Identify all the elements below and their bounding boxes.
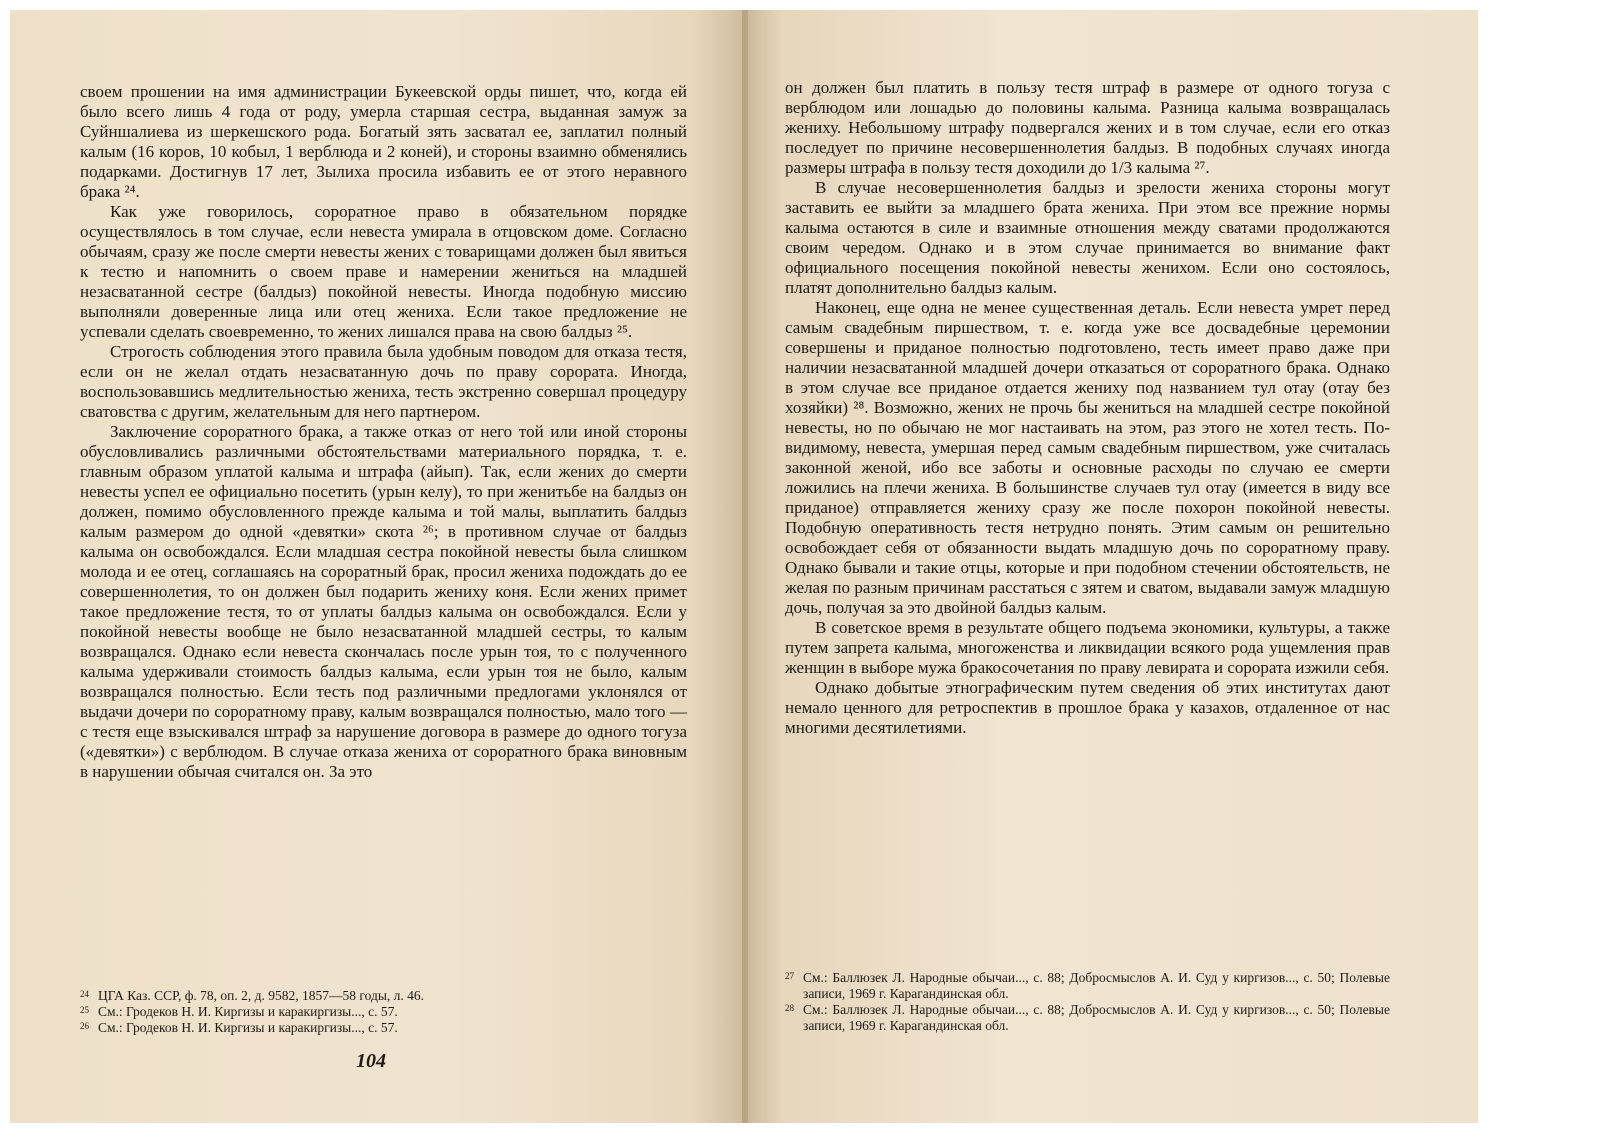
footnote-text: ЦГА Каз. ССР, ф. 78, оп. 2, д. 9582, 1857—58 годы, л. 46. — [98, 988, 425, 1003]
footnote-text: См.: Баллюзек Л. Народные обычаи..., с. 88; Добросмыслов А. И. Суд у киргизов..., с. 50; Полевые записи, 1969 г. Карагандинская обл. — [803, 1002, 1390, 1033]
paragraph: он должен был платить в пользу тестя штраф в размере от одного тогуза с верблюдом или лошадью до половины калыма. Разница калыма возвращалась жениху. Небольшому штрафу подвергался жених и в том случае, если его отказ последует по причине несовершеннолетия балдыз. В подобных случаях иногда размеры штрафа в пользу тестя доходили до 1/3 калыма ²⁷. — [785, 78, 1390, 177]
footnote — [80, 1004, 600, 1020]
left-page-body — [80, 82, 687, 782]
paragraph: Заключение сороратного брака, а также отказ от него той или иной стороны обусловливались различными обстоятельствами материального порядка, т. е. главным образом уплатой калыма и штрафа (айып). Так, если жених до смерти невесты успел ее официально посетить (урын келу), то при женитьбе на балдыз он должен, помимо обусловленного прежде калыма и той малы, выплатить балдыз калым размером до одной «девятки» скота ²⁶; в противном случае от балдыз калыма он освобождался. Если младшая сестра покойной невесты была слишком молода и ее отец, соглашаясь на сороратный брак, просил жениха подождать до ее совершеннолетия, то он должен был подарить жениху коня. Если жених примет такое предложение тестя, то от уплаты балдыз калыма он освобождался. Если у покойной невесты вообще не было незасватанной младшей сестры, то калым возвращался. Однако если невеста скончалась после урын тоя, то с полученного калыма удерживали стоимость балдыз калыма, если урын тоя не было, калым возвращался полностью. Если тесть под различными предлогами уклонялся от выдачи дочери по сороратному праву, калым возвращался полностью, мало того — с тестя еще взыскивался штраф за нарушение договора в размере до одного тогуза («девятки») с верблюдом. В случае отказа жениха от сороратного брака виновным в нарушении обычая считался он. За это — [80, 422, 687, 781]
footnote-number: 26 — [80, 1021, 89, 1031]
paragraph: Как уже говорилось, сороратное право в обязательном порядке осуществлялось в том случае, если невеста умирала в отцовском доме. Согласно обычаям, сразу же после смерти невесты жених с товарищами должен был явиться к тестю и напомнить о своем праве и намерении жениться на младшей незасватанной сестре (балдыз) покойной невесты. Иногда подобную миссию выполняли доверенные лица или отец жениха. Если такое предложение не успевали сделать своевременно, то жених лишался права на свою балдыз ²⁵. — [80, 202, 687, 341]
right-page — [745, 10, 1478, 1123]
paragraph: В советское время в результате общего подъема экономики, культуры, а также путем запрета калыма, многоженства и ликвидации всякого рода ущемления прав женщин в выборе мужа бракосочетания по праву левирата и сорората изжили себя. — [785, 618, 1390, 677]
paragraph: Наконец, еще одна не менее существенная деталь. Если невеста умрет перед самым свадебным пиршеством, т. е. когда уже все досвадебные церемонии совершены и приданое полностью подготовлено, тесть имеет право даже при наличии незасватанной младшей дочери отказаться от сороратного брака. Однако в этом случае все приданое отдается жениху под названием тул отау (отау без хозяйки) ²⁸. Возможно, жених не прочь бы жениться на младшей сестре покойной невесты, но по обычаю не мог настаивать на этом, раз этого не хотел тесть. По-видимому, невеста, умершая перед самым свадебным пиршеством, уже считалась законной женой, ибо все заботы и основные расходы по случаю ее смерти ложились на плечи жениха. В большинстве случаев тул отау (имеется в виду все приданое) отправляется жениху сразу же после похорон покойной невесты. Подобную оперативность тестя нетрудно понять. Этим самым он решительно освобождает себя от обязанности выдать младшую дочь по сороратному праву. Однако бывали и такие отцы, которые и при подобном стечении обстоятельств, не желая по разным причинам расстаться с зятем и сватом, выдавали замуж младшую дочь, получая за это двойной балдыз калым. — [785, 298, 1390, 617]
paragraph: своем прошении на имя администрации Букеевской орды пишет, что, когда ей было всего лишь 4 года от роду, умерла старшая сестра, выданная замуж за Суйншалиева из шеркешского рода. Богатый зять засватал ее, заплатил полный калым (16 коров, 10 кобыл, 1 верблюда и 2 коней), и стороны взаимно обменялись подарками. Достигнув 17 лет, Зылиха просила избавить ее от этого неравного брака ²⁴. — [80, 82, 687, 201]
footnote-text: См.: Гродеков Н. И. Киргизы и каракиргизы..., с. 57. — [98, 1004, 398, 1019]
right-page-body — [785, 78, 1390, 738]
footnote — [785, 1002, 1390, 1034]
left-footnotes — [80, 988, 600, 1036]
footnote — [80, 1020, 600, 1036]
footnote-number: 24 — [80, 989, 89, 999]
paragraph: Строгость соблюдения этого правила была удобным поводом для отказа тестя, если он не желал отдать незасватанную дочь по праву сорората. Иногда, воспользовавшись медлительностью жениха, тесть экстренно совершал процедуру сватовства с другим, желательным для него партнером. — [80, 342, 687, 421]
footnote-text: См.: Баллюзек Л. Народные обычаи..., с. 88; Добросмыслов А. И. Суд у киргизов..., с. 50; Полевые записи, 1969 г. Карагандинская обл. — [803, 970, 1390, 1001]
left-page — [10, 10, 745, 1123]
footnote-number: 25 — [80, 1005, 89, 1015]
footnote-number: 28 — [785, 1003, 794, 1013]
footnote — [80, 988, 600, 1004]
page-number: 104 — [356, 1050, 386, 1072]
book-spread — [10, 10, 1478, 1123]
paragraph: В случае несовершеннолетия балдыз и зрелости жениха стороны могут заставить ее выйти за младшего брата жениха. При этом все прежние нормы калыма остаются в силе и взаимные отношения между сватами продолжаются своим чередом. Однако и в этом случае принимается во внимание факт официального посещения покойной невесты женихом. Если оно состоялось, платят дополнительно балдыз калым. — [785, 178, 1390, 297]
right-footnotes — [785, 970, 1390, 1034]
footnote-text: См.: Гродеков Н. И. Киргизы и каракиргизы..., с. 57. — [98, 1020, 398, 1035]
footnote-number: 27 — [785, 971, 794, 981]
paragraph: Однако добытые этнографическим путем сведения об этих институтах дают немало ценного для ретроспектив в прошлое брака у казахов, отдаленное от нас многими десятилетиями. — [785, 678, 1390, 737]
footnote — [785, 970, 1390, 1002]
book-gutter — [742, 10, 748, 1123]
